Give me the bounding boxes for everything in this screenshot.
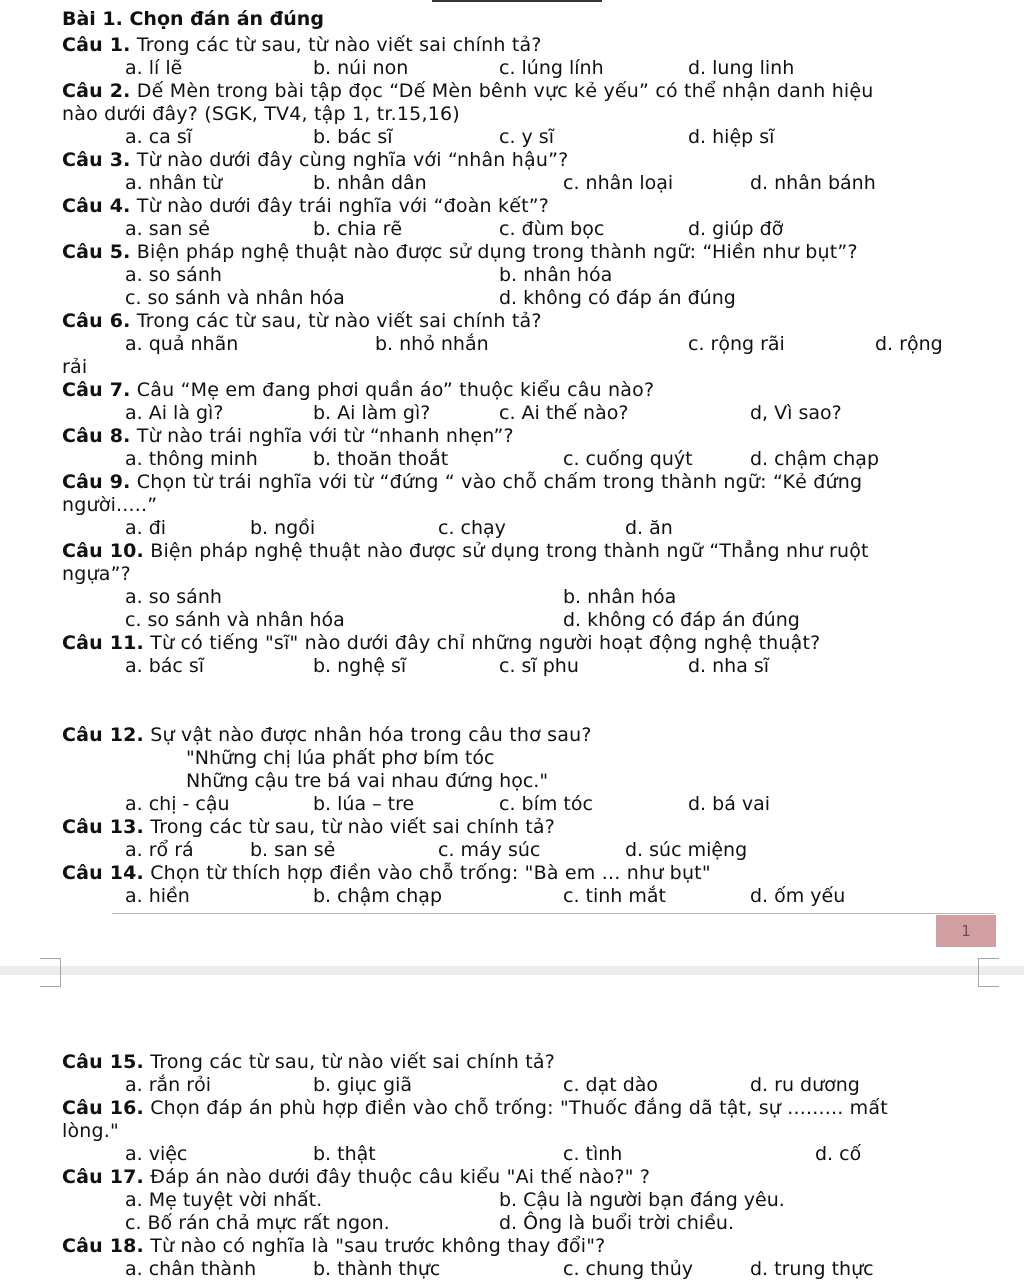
question-label: Câu 9. (62, 471, 131, 493)
question-label: Câu 11. (62, 632, 144, 654)
question-label: Câu 10. (62, 540, 144, 562)
answer-option: a. nhân từ (125, 172, 223, 194)
answer-option: b. thành thực (313, 1258, 441, 1280)
answer-option: c. sĩ phu (499, 655, 579, 677)
question-text: Từ nào có nghĩa là "sau trước không thay đổi"? (143, 1235, 606, 1257)
answer-option: b. san sẻ (250, 839, 336, 861)
answer-option: a. so sánh (125, 264, 222, 286)
question-text: Chọn đáp án phù hợp điền vào chỗ trống: "Thuốc đắng dã tật, sự ......... mất (143, 1097, 888, 1119)
footer-rule (112, 913, 994, 914)
question-text: Chọn từ thích hợp điền vào chỗ trống: "Bà em ... như bụt" (143, 862, 711, 884)
question-label: Câu 17. (62, 1166, 144, 1188)
question-9 (62, 471, 862, 494)
question-label: Câu 16. (62, 1097, 144, 1119)
answer-option: b. thoăn thoắt (313, 448, 449, 470)
question-label: Câu 2. (62, 80, 131, 102)
answer-option: c. bím tóc (499, 793, 593, 815)
answer-option: c. y sĩ (499, 126, 554, 148)
question-label: Câu 8. (62, 425, 131, 447)
question-continuation: rải (62, 356, 88, 378)
question-6 (62, 310, 542, 333)
question-text: Đáp án nào dưới đây thuộc câu kiểu "Ai thế nào?" ? (143, 1166, 651, 1188)
question-text: Từ nào dưới đây cùng nghĩa với “nhân hậu”? (130, 149, 569, 171)
question-12 (62, 724, 592, 747)
answer-option: d. Ông là buổi trời chiều. (499, 1212, 734, 1234)
answer-option: d. ru dương (750, 1074, 860, 1096)
answer-option: a. chị - cậu (125, 793, 230, 815)
answer-option: c. so sánh và nhân hóa (125, 287, 345, 309)
question-15 (62, 1051, 555, 1074)
poem-line: Những cậu tre bá vai nhau đứng học." (186, 770, 549, 792)
question-continuation: ngựa”? (62, 563, 131, 585)
question-8 (62, 425, 514, 448)
answer-option: a. đi (125, 517, 167, 539)
header-cut-line (432, 0, 602, 8)
answer-option: a. rắn rỏi (125, 1074, 211, 1096)
question-18 (62, 1235, 605, 1258)
answer-option: c. chung thủy (563, 1258, 693, 1280)
question-label: Câu 15. (62, 1051, 144, 1073)
question-text: Biện pháp nghệ thuật nào được sử dụng trong thành ngữ: “Hiền như bụt”? (130, 241, 858, 263)
question-label: Câu 5. (62, 241, 131, 263)
page-number: 1 (936, 915, 996, 947)
question-text: Trong các từ sau, từ nào viết sai chính tả? (143, 1051, 556, 1073)
question-text: Dế Mèn trong bài tập đọc “Dế Mèn bênh vực kẻ yếu” có thể nhận danh hiệu (130, 80, 874, 102)
answer-option: d. không có đáp án đúng (563, 609, 800, 631)
answer-option: c. Ai thế nào? (499, 402, 629, 424)
answer-option: a. hiền (125, 885, 190, 907)
answer-option: c. lúng lính (499, 57, 604, 79)
answer-option: d. ốm yếu (750, 885, 846, 907)
answer-option: b. giục giã (313, 1074, 412, 1096)
question-text: Trong các từ sau, từ nào viết sai chính tả? (130, 34, 542, 56)
question-13 (62, 816, 555, 839)
question-text: Trong các từ sau, từ nào viết sai chính tả? (130, 310, 542, 332)
question-label: Câu 1. (62, 34, 131, 56)
answer-option: a. thông minh (125, 448, 258, 470)
answer-option: c. Bố rán chả mực rất ngon. (125, 1212, 390, 1234)
answer-option: d. ăn (625, 517, 673, 539)
answer-option: b. nghệ sĩ (313, 655, 407, 677)
answer-option: c. tình (563, 1143, 623, 1165)
answer-option: c. đùm bọc (499, 218, 605, 240)
question-1 (62, 34, 542, 57)
section-title: Bài 1. Chọn đán án đúng (62, 8, 324, 30)
answer-option: b. nhân dân (313, 172, 427, 194)
answer-option: b. nhân hóa (563, 586, 677, 608)
answer-option: b. Ai làm gì? (313, 402, 431, 424)
question-label: Câu 13. (62, 816, 144, 838)
answer-option: b. nhỏ nhắn (375, 333, 489, 355)
answer-option: a. quả nhãn (125, 333, 239, 355)
answer-option: b. chậm chạp (313, 885, 443, 907)
answer-option: a. Ai là gì? (125, 402, 224, 424)
question-17 (62, 1166, 650, 1189)
answer-option: d. không có đáp án đúng (499, 287, 736, 309)
question-text: Câu “Mẹ em đang phơi quần áo” thuộc kiểu câu nào? (130, 379, 655, 401)
answer-option: b. núi non (313, 57, 409, 79)
answer-option: a. rổ rá (125, 839, 194, 861)
answer-option: d. hiệp sĩ (688, 126, 775, 148)
poem-line: "Những chị lúa phất phơ bím tóc (186, 747, 495, 769)
answer-option: c. cuống quýt (563, 448, 693, 470)
answer-option: c. so sánh và nhân hóa (125, 609, 345, 631)
answer-option: c. máy súc (438, 839, 541, 861)
answer-option: a. việc (125, 1143, 188, 1165)
answer-option: c. rộng rãi (688, 333, 785, 355)
question-label: Câu 18. (62, 1235, 144, 1257)
question-continuation: người.....” (62, 494, 158, 516)
answer-option: d. rộng (875, 333, 943, 355)
question-5 (62, 241, 858, 264)
question-3 (62, 149, 568, 172)
question-label: Câu 7. (62, 379, 131, 401)
answer-option: b. lúa – tre (313, 793, 415, 815)
question-label: Câu 6. (62, 310, 131, 332)
answer-option: d. cố (815, 1143, 862, 1165)
answer-option: d. lung linh (688, 57, 795, 79)
question-2 (62, 80, 874, 103)
answer-option: a. chân thành (125, 1258, 257, 1280)
answer-option: a. bác sĩ (125, 655, 205, 677)
answer-option: a. ca sĩ (125, 126, 193, 148)
answer-option: c. dạt dào (563, 1074, 659, 1096)
answer-option: b. nhân hóa (499, 264, 613, 286)
question-text: Từ nào trái nghĩa với từ “nhanh nhẹn”? (130, 425, 514, 447)
question-4 (62, 195, 549, 218)
question-14 (62, 862, 711, 885)
answer-option: d. súc miệng (625, 839, 748, 861)
question-text: Sự vật nào được nhân hóa trong câu thơ sau? (143, 724, 592, 746)
question-label: Câu 12. (62, 724, 144, 746)
crop-mark-right-bottom (978, 960, 999, 987)
answer-option: d. nha sĩ (688, 655, 770, 677)
answer-option: d. trung thực (750, 1258, 874, 1280)
question-label: Câu 14. (62, 862, 144, 884)
question-label: Câu 4. (62, 195, 131, 217)
answer-option: b. ngồi (250, 517, 316, 539)
answer-option: b. thật (313, 1143, 376, 1165)
question-text: Từ nào dưới đây trái nghĩa với “đoàn kết”? (130, 195, 550, 217)
crop-mark-left-bottom (40, 960, 61, 987)
answer-option: d, Vì sao? (750, 402, 842, 424)
answer-option: a. lí lẽ (125, 57, 183, 79)
question-continuation: nào dưới đây? (SGK, TV4, tập 1, tr.15,16) (62, 103, 460, 125)
question-7 (62, 379, 654, 402)
question-text: Chọn từ trái nghĩa với từ “đứng “ vào chỗ chấm trong thành ngữ: “Kẻ đứng (130, 471, 863, 493)
answer-option: d. giúp đỡ (688, 218, 784, 240)
answer-option: d. nhân bánh (750, 172, 876, 194)
question-10 (62, 540, 869, 563)
answer-option: a. san sẻ (125, 218, 210, 240)
answer-option: b. Cậu là người bạn đáng yêu. (499, 1189, 785, 1211)
question-continuation: lòng." (62, 1120, 119, 1142)
answer-option: c. nhân loại (563, 172, 674, 194)
question-16 (62, 1097, 888, 1120)
question-text: Biện pháp nghệ thuật nào được sử dụng trong thành ngữ “Thẳng như ruột (143, 540, 869, 562)
answer-option: b. bác sĩ (313, 126, 393, 148)
answer-option: a. Mẹ tuyệt vời nhất. (125, 1189, 323, 1211)
question-text: Trong các từ sau, từ nào viết sai chính tả? (143, 816, 556, 838)
answer-option: c. chạy (438, 517, 506, 539)
question-label: Câu 3. (62, 149, 131, 171)
question-11 (62, 632, 820, 655)
answer-option: d. bá vai (688, 793, 771, 815)
answer-option: d. chậm chạp (750, 448, 880, 470)
question-text: Từ có tiếng "sĩ" nào dưới đây chỉ những người hoạt động nghệ thuật? (143, 632, 821, 654)
answer-option: b. chia rẽ (313, 218, 403, 240)
answer-option: a. so sánh (125, 586, 222, 608)
answer-option: c. tinh mắt (563, 885, 666, 907)
